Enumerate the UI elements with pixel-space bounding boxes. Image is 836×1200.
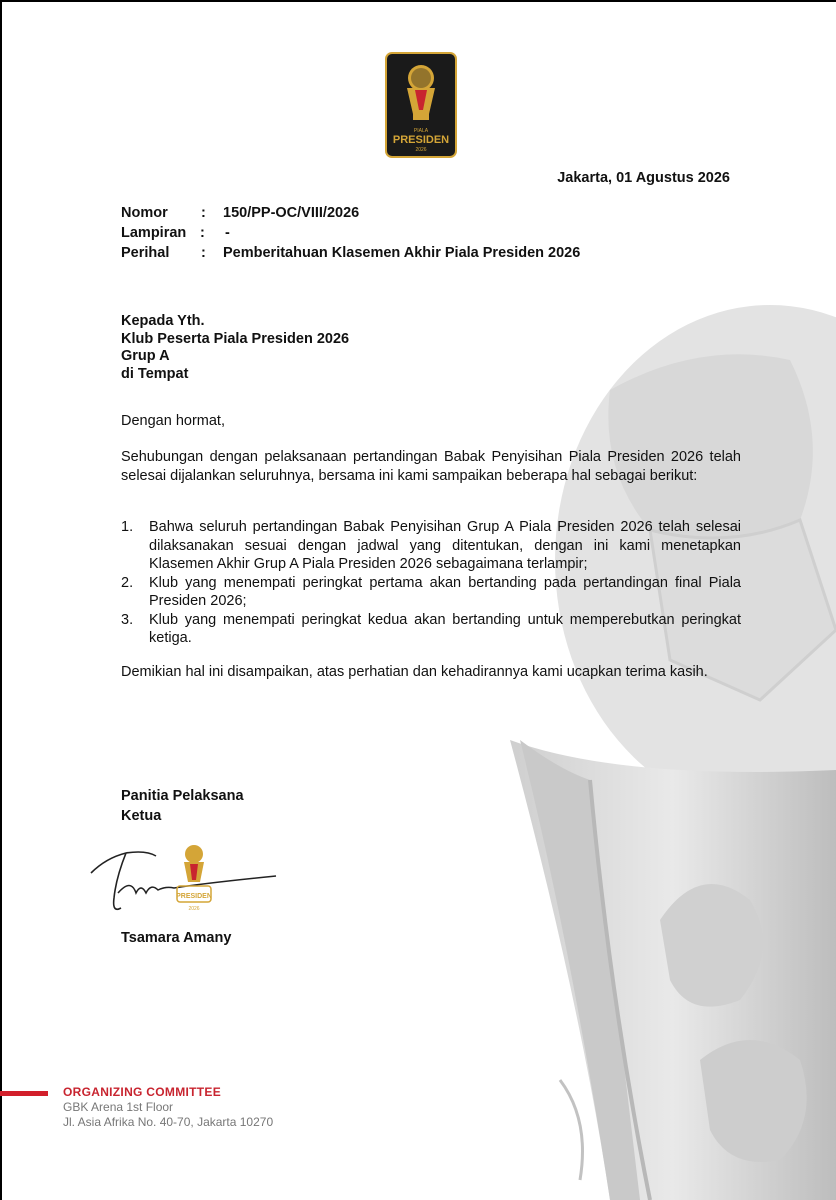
footer-org: ORGANIZING COMMITTEE [63,1085,221,1099]
perihal-value: Pemberitahuan Klasemen Akhir Piala Presiden 2026 [223,245,581,261]
stamp-logo-text: PRESIDEN [176,893,212,900]
recipient-line-3: Grup A [121,348,170,364]
list-item [121,574,741,611]
logo-main-text: PRESIDEN [392,134,450,146]
signature-block [121,786,244,826]
list-number: 2. [121,574,134,591]
lampiran-value: - [225,225,230,241]
list-number: 1. [121,519,134,535]
piala-presiden-logo [385,52,457,158]
signer-name: Tsamara Amany [121,930,232,946]
scan-border-top [0,0,836,2]
perihal-label: Perihal [121,245,170,261]
sign-title: Ketua [121,808,162,824]
perihal-separator: : [201,245,206,261]
list-text: Klub yang menempati peringkat kedua akan bertanding untuk memperebutkan peringkat ketiga. [149,611,741,646]
list-text: Klub yang menempati peringkat pertama akan bertanding pada pertandingan final Piala Presiden 2026; [149,574,741,609]
nomor-label: Nomor [121,205,168,221]
lampiran-separator: : [200,225,205,241]
nomor-value: 150/PP-OC/VIII/2026 [223,205,360,221]
footer-address-line-1: GBK Arena 1st Floor [63,1100,174,1114]
list-item [121,518,741,574]
stamp-logo-year: 2026 [188,906,200,912]
logo-top-text: PIALA [413,128,429,134]
list-number: 3. [121,611,134,628]
logo-year: 2026 [415,147,427,153]
opening-paragraph: Sehubungan dengan pelaksanaan pertandingan Babak Penyisihan Piala Presiden 2026 telah selesai dijalankan seluruhnya, bersama ini kami sampaikan beberapa hal sebagai berikut: [121,449,741,484]
letter-date: Jakarta, 01 Agustus 2026 [557,170,730,186]
trophy-watermark-icon [500,300,836,1200]
footer [63,1085,273,1130]
lampiran-label: Lampiran [121,225,187,241]
recipient-line-1: Kepada Yth. [121,313,205,329]
recipient-line-4: di Tempat [121,365,189,382]
stamp-logo-icon [167,838,221,918]
footer-address-line-2: Jl. Asia Afrika No. 40-70, Jakarta 10270 [63,1115,274,1129]
recipient-block [121,313,349,383]
list-item [121,611,741,648]
footer-accent-bar [0,1091,48,1096]
nomor-separator: : [201,205,206,221]
closing-paragraph: Demikian hal ini disampaikan, atas perhatian dan kehadirannya kami ucapkan terima kasih. [121,664,708,680]
recipient-line-2: Klub Peserta Piala Presiden 2026 [121,330,350,347]
list-text: Bahwa seluruh pertandingan Babak Penyisihan Grup A Piala Presiden 2026 telah selesai dilaksanakan sesuai dengan jadwal yang ditentukan, dengan ini kami menetapkan Klasemen Akhir Grup A Piala Presiden 2026 sebagaimana terlampir; [149,519,741,572]
greeting: Dengan hormat, [121,413,225,429]
sign-organization: Panitia Pelaksana [121,788,244,804]
scan-border-left [0,0,2,1200]
numbered-list [121,518,741,648]
